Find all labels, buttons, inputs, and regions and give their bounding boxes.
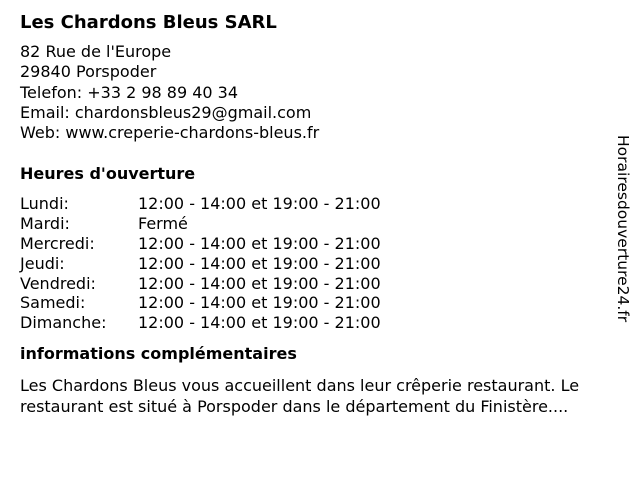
day-label: Mercredi: <box>20 234 95 254</box>
hours-row-sunday <box>20 313 381 333</box>
hours-row-monday <box>20 194 381 214</box>
opening-hours-heading: Heures d'ouverture <box>20 164 196 184</box>
site-watermark: Horairesdouverture24.fr <box>614 135 632 323</box>
day-hours: Fermé <box>138 214 188 234</box>
website: Web: www.creperie-chardons-bleus.fr <box>20 123 320 143</box>
additional-info-heading: informations complémentaires <box>20 344 297 364</box>
additional-info-text: Les Chardons Bleus vous accueillent dans leur crêperie restaurant. Le restaurant est situé à Porspoder dans le département du Finistère.... <box>20 376 580 417</box>
day-hours: 12:00 - 14:00 et 19:00 - 21:00 <box>138 253 381 273</box>
hours-row-wednesday <box>20 234 381 254</box>
hours-row-thursday <box>20 254 381 274</box>
business-name: Les Chardons Bleus SARL <box>20 12 277 33</box>
day-hours: 12:00 - 14:00 et 19:00 - 21:00 <box>138 234 381 254</box>
day-label: Samedi: <box>20 293 86 313</box>
business-card <box>20 12 610 417</box>
city-postal: 29840 Porspoder <box>20 62 157 82</box>
day-hours: 12:00 - 14:00 et 19:00 - 21:00 <box>138 194 381 214</box>
phone-number: Telefon: +33 2 98 89 40 34 <box>20 82 239 102</box>
day-hours: 12:00 - 14:00 et 19:00 - 21:00 <box>138 313 381 333</box>
day-label: Vendredi: <box>20 273 96 293</box>
opening-hours-table <box>20 194 381 333</box>
day-label: Dimanche: <box>20 313 107 333</box>
day-hours: 12:00 - 14:00 et 19:00 - 21:00 <box>138 273 381 293</box>
street-address: 82 Rue de l'Europe <box>20 42 172 61</box>
hours-row-saturday <box>20 293 381 313</box>
day-label: Mardi: <box>20 214 70 234</box>
day-hours: 12:00 - 14:00 et 19:00 - 21:00 <box>138 293 381 313</box>
day-label: Jeudi: <box>20 253 65 273</box>
hours-row-friday <box>20 274 381 294</box>
day-label: Lundi: <box>20 194 69 214</box>
hours-row-tuesday <box>20 214 381 234</box>
email-address: Email: chardonsbleus29@gmail.com <box>20 102 312 122</box>
